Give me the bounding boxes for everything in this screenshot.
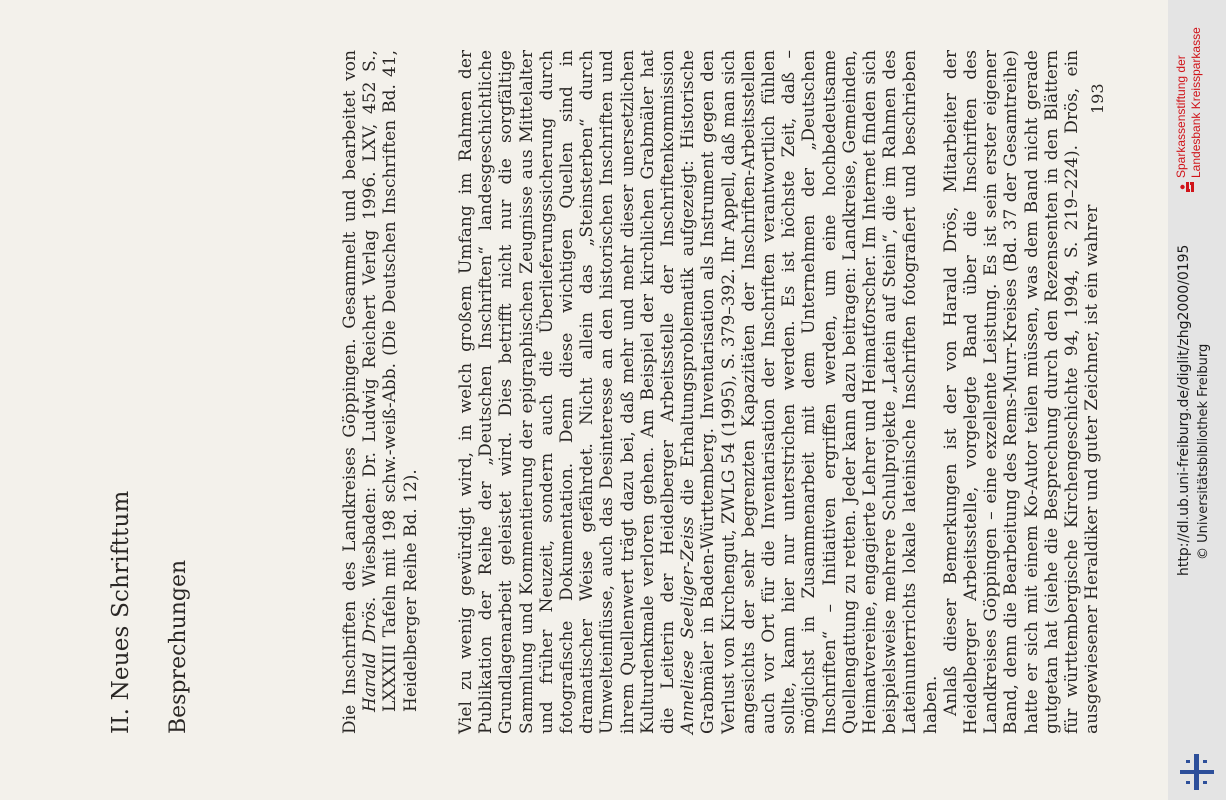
sidebar-content [1168,0,1226,800]
library-sidebar [1168,0,1226,800]
paragraph-text: die Erhaltungsproblematik aufgezeigt: Historische Grabmäler in Baden-Württemberg. Inventarisation als Instrument gegen den Verlust von Kirchengut, ZWLG 54 (1995), S. 379–392. Ihr Appell, daß man sich angesichts der sehr begrenzten Kapazitäten der Inschriften-Arbeitsstellen auch vor Ort für die Inventarisation der Inschriften verantwortlich fühlen sollte, kann hier nur unterstrichen werden. Es ist höchste Zeit, daß – möglichst in Zusammenarbeit mit dem Unternehmen der „Deutschen Inschriften“ – Initiativen ergriffen werden, um eine hochbedeutsame Quellengattung zu retten. Jeder kann dazu beitragen: Landkreise, Gemeinden, Heimatvereine, engagierte Lehrer und Heimatforscher. Im Internet finden sich beispielsweise mehrere Schulprojekte „Latein auf Stein“, die im Rahmen des Lateinunterrichts lokale lateinische Inschriften fotografiert und beschrieben haben. [678,49,941,734]
citation-details: . Wiesbaden: Dr. Ludwig Reichert Verlag 1996. LXV, 452 S., LXXXIII Tafeln mit 198 schw.-weiß-Abb. (Die Deutschen Inschriften Bd. 41, Heidelberger Reihe Bd. 12). [360,50,421,712]
sparkasse-s-logo [1180,180,1194,194]
sponsor-line: Sparkassenstiftung der [1174,55,1188,178]
subsection-heading: Besprechungen [166,559,191,734]
sponsor-line: Landesbank Kreissparkasse [1189,27,1203,178]
author-name: Anneliese Seeliger-Zeiss [678,516,699,734]
citation-title: Die Inschriften des Landkreises Göppingen. Gesammelt und bearbeitet von [340,50,360,734]
review-body [456,50,1103,734]
page-number: 193 [1088,83,1107,114]
university-library-logo [1180,752,1214,792]
review-paragraph [456,50,941,734]
copyright-notice: © Universitätsbibliothek Freiburg [1196,343,1211,560]
document-url-link[interactable]: http://dl.ub.uni-freiburg.de/diglit/zhg2000/0195 [1176,244,1192,576]
section-heading: II. Neues Schrifttum [108,490,134,734]
citation-editor: Harald Drös [360,602,381,712]
review-paragraph: Anlaß dieser Bemerkungen ist der von Harald Drös, Mitarbeiter der Heidelberger Arbeitsstelle, vorgelegte Band über die Inschriften des Landkreises Göppingen – eine exzellente Leistung. Es ist sein erster eigener Band, denn die Bearbeitung des Rems-Murr-Kreises (Bd. 37 der Gesamtreihe) hatte er sich mit einem Ko-Autor teilen müssen, was dem Band nicht gerade gutgetan hat (siehe die Besprechung durch den Rezensenten in den Blättern für württembergische Kirchengeschichte 94, 1994, S. 219–224). Drös, ein ausgewiesener Heraldiker und guter Zeichner, ist ein wahrer [940,50,1103,734]
sponsor-credit [1174,27,1204,178]
book-citation [340,50,421,734]
paragraph-text: Viel zu wenig gewürdigt wird, in welch großem Umfang im Rahmen der Publikation der Reihe der „Deutschen Inschriften“ landesgeschichtliche Grundlagenarbeit geleistet wird. Dies betrifft nicht nur die sorgfältige Sammlung und Kommentierung der epigraphischen Zeugnisse aus Mittelalter und früher Neuzeit, sondern auch die Überlieferungssicherung durch fotografische Dokumentation. Denn diese wichtigen Quellen sind in dramatischer Weise gefährdet. Nicht allein das „Steinsterben“ durch Umwelteinflüsse, auch das Desinteresse an den historischen Inschriften und ihrem Quellenwert trägt dazu bei, daß mehr und mehr dieser unersetzlichen Kulturdenkmale verloren gehen. Am Beispiel der kirchlichen Grabmäler hat die Leiterin der Heidelberger Arbeitsstelle der Inschriftenkommission [456,50,679,734]
